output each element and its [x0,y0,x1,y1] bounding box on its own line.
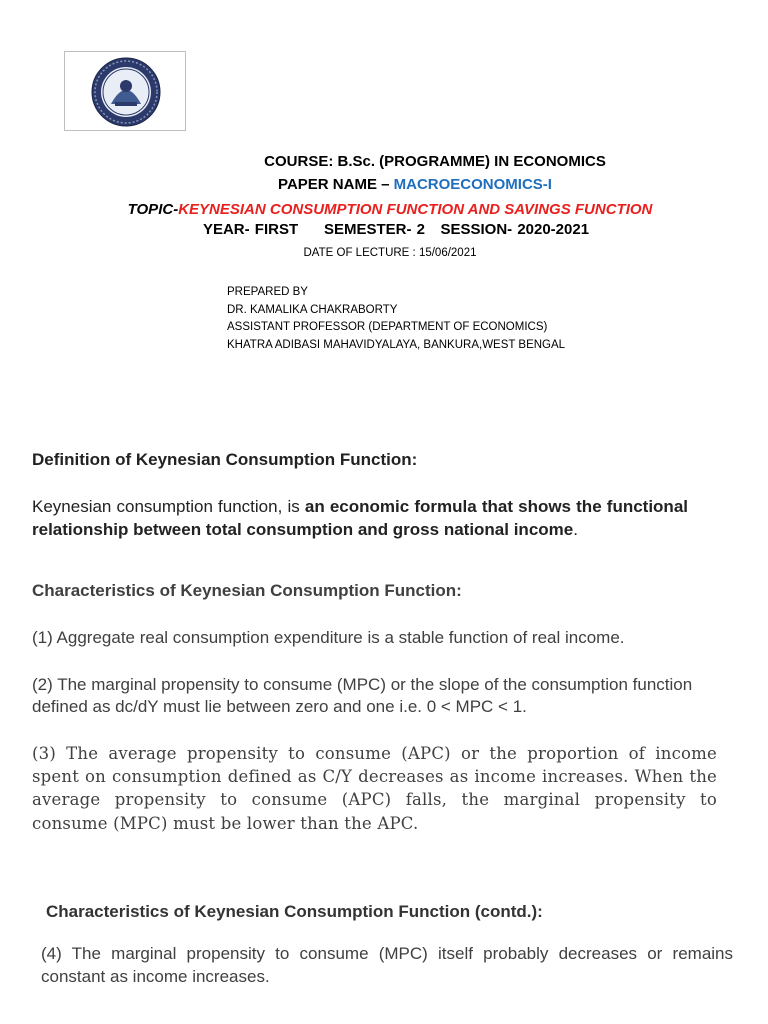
definition-lead: Keynesian consumption function, is [32,497,305,516]
course-title: COURSE: B.Sc. (PROGRAMME) IN ECONOMICS [264,153,606,170]
characteristic-item-2: (2) The marginal propensity to consume (MPC) or the slope of the consumption function defined as dc/dY must lie between zero and one i.e. 0 < MPC < 1. [32,675,693,716]
characteristic-item-4: (4) The marginal propensity to consume (MPC) itself probably decreases or remains constant as income increases. [41,944,733,986]
prepared-by-block [227,284,565,354]
college-emblem-icon [91,56,161,128]
definition-tail: . [573,520,578,539]
definition-heading: Definition of Keynesian Consumption Function: [32,450,418,469]
characteristic-item-1: (1) Aggregate real consumption expenditure is a stable function of real income. [32,628,625,647]
prepared-by-label: PREPARED BY [227,286,308,298]
college-logo [64,51,186,131]
year-semester-session: YEAR- FIRST SEMESTER- 2 SESSION- 2020-2021 [202,221,590,238]
paper-name-label: PAPER NAME – [278,176,394,193]
author-designation: ASSISTANT PROFESSOR (DEPARTMENT OF ECONOMICS) [227,321,548,333]
paper-name-line [0,176,768,193]
lecture-date: DATE OF LECTURE : 15/06/2021 [303,247,477,259]
definition-bold: an economic formula that shows the functional relationship between total consumption and gross national income [32,497,688,539]
characteristics-heading: Characteristics of Keynesian Consumption Function: [32,581,462,600]
definition-paragraph [32,495,688,541]
author-name: DR. KAMALIKA CHAKRABORTY [227,303,398,316]
paper-name-value: MACROECONOMICS-I [393,176,552,193]
author-institution: KHATRA ADIBASI MAHAVIDYALAYA, BANKURA,WEST BENGAL [227,338,566,351]
characteristics-contd-heading: Characteristics of Keynesian Consumption Function (contd.): [46,902,543,921]
topic-label: TOPIC- [127,201,179,218]
characteristic-item-3: (3) The average propensity to consume (APC) or the proportion of income spent on consumption defined as C/Y decreases as income increases. When the average propensity to consume (APC) falls, the marginal propensity to consume (MPC) must be lower than the APC. [32,744,717,833]
topic-line [0,201,768,218]
topic-value: KEYNESIAN CONSUMPTION FUNCTION AND SAVINGS FUNCTION [178,201,653,218]
